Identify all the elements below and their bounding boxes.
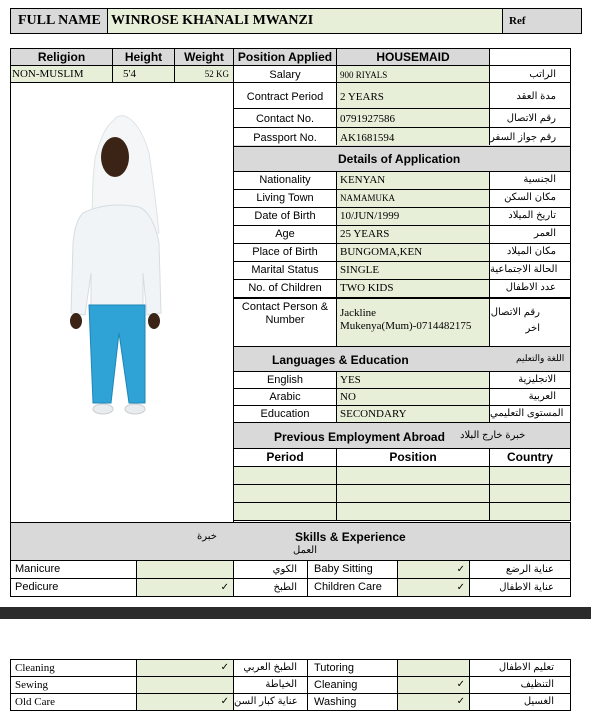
skill-check: ✓ [136, 578, 234, 597]
skill-arabic: عناية الرضع [469, 560, 571, 579]
contract-value: 2 YEARS [336, 82, 490, 109]
language-label: English [233, 371, 337, 389]
skill-label: Pedicure [10, 578, 137, 597]
skill-check: ✓ [397, 693, 470, 711]
detail-value: SINGLE [336, 261, 490, 280]
employment-col-position: Position [336, 448, 490, 467]
language-value: YES [336, 371, 490, 389]
skill-check: ✓ [397, 560, 470, 579]
skill-check [397, 659, 470, 677]
ref-cell [502, 8, 582, 34]
skills-arabic-right: العمل [293, 545, 318, 556]
skill-check: ✓ [136, 693, 234, 711]
skill-arabic: الخياطة [233, 676, 308, 694]
languages-section-header [233, 346, 571, 372]
contact-person-value-cell [336, 298, 490, 347]
detail-label: Place of Birth [233, 243, 337, 262]
skills-section-header [10, 522, 571, 561]
contact-person-value: Jackline Mukenya(Mum)-0714482175 [340, 307, 472, 332]
details-title: Details of Application [338, 152, 461, 166]
religion-value: NON-MUSLIM [10, 65, 113, 83]
contract-value: AK1681594 [336, 127, 490, 146]
detail-value: 10/JUN/1999 [336, 207, 490, 226]
contract-value: 900 RIYALS [336, 65, 490, 83]
languages-title: Languages & Education [272, 353, 409, 367]
skill-arabic: الطبخ العربي [233, 659, 308, 677]
skill-arabic: التنظيف [469, 676, 571, 694]
detail-label: No. of Children [233, 279, 337, 298]
skill-label: Tutoring [307, 659, 398, 677]
contact-person-label: Contact Person & Number [241, 301, 329, 326]
position-empty-cell [489, 48, 571, 66]
contract-label: Passport No. [233, 127, 337, 146]
employment-period-cell [233, 484, 337, 503]
employment-country-cell [489, 484, 571, 503]
skill-check [136, 560, 234, 579]
employment-title-arabic: خبرة خارج البلاد [460, 430, 526, 441]
position-header: Position Applied [233, 48, 337, 66]
detail-arabic: العمر [489, 225, 571, 244]
detail-arabic: تاريخ الميلاد [489, 207, 571, 226]
employment-position-cell [336, 484, 490, 503]
skill-label: Old Care [10, 693, 137, 711]
detail-value: TWO KIDS [336, 279, 490, 298]
detail-arabic: عدد الاطفال [489, 279, 571, 298]
page-break-bar [0, 607, 591, 619]
skill-arabic: عناية كبار السن [233, 693, 308, 711]
language-value: SECONDARY [336, 405, 490, 423]
skill-arabic: الكوي [233, 560, 308, 579]
skill-arabic: عناية الاطفال [469, 578, 571, 597]
contract-arabic: مدة العقد [489, 82, 571, 109]
employment-country-cell [489, 502, 571, 521]
language-value: NO [336, 388, 490, 406]
skill-check: ✓ [397, 676, 470, 694]
contact-person-label-cell [233, 298, 337, 347]
details-section-header [233, 146, 571, 172]
contract-arabic: رقم جواز السفر [489, 127, 571, 146]
detail-arabic: مكان الميلاد [489, 243, 571, 262]
skill-label: Cleaning [307, 676, 398, 694]
employment-period-cell [233, 466, 337, 485]
position-value: HOUSEMAID [336, 48, 490, 66]
detail-value: 25 YEARS [336, 225, 490, 244]
contract-label: Contact No. [233, 108, 337, 128]
contract-value: 0791927586 [336, 108, 490, 128]
weight-value: 52 KG [174, 65, 234, 83]
contact-person-arabic: رقم الاتصال اخر [490, 307, 540, 334]
languages-title-arabic: اللغة والتعليم [516, 353, 565, 363]
skill-label: Washing [307, 693, 398, 711]
skill-check [136, 676, 234, 694]
religion-header: Religion [10, 48, 113, 66]
height-header: Height [112, 48, 175, 66]
weight-header: Weight [174, 48, 234, 66]
employment-period-cell [233, 502, 337, 521]
full-name-label-cell [10, 8, 108, 34]
language-arabic: المستوى التعليمي [489, 405, 571, 423]
contract-label: Contract Period [233, 82, 337, 109]
employment-section-header [233, 422, 571, 449]
language-label: Arabic [233, 388, 337, 406]
detail-value: KENYAN [336, 171, 490, 190]
skill-label: Baby Sitting [307, 560, 398, 579]
employment-col-country: Country [489, 448, 571, 467]
detail-arabic: الحالة الاجتماعية [489, 261, 571, 280]
contract-arabic: الراتب [489, 65, 571, 83]
full-name-value: WINROSE KHANALI MWANZI [111, 13, 314, 28]
contract-label: Salary [233, 65, 337, 83]
detail-arabic: الجنسية [489, 171, 571, 190]
skill-label: Children Care [307, 578, 398, 597]
skill-label: Cleaning [10, 659, 137, 677]
detail-arabic: مكان السكن [489, 189, 571, 208]
skill-check: ✓ [397, 578, 470, 597]
contact-person-arabic-cell [489, 298, 571, 347]
skill-check: ✓ [136, 659, 234, 677]
skills-title: Skills & Experience [295, 530, 406, 544]
language-label: Education [233, 405, 337, 423]
detail-label: Date of Birth [233, 207, 337, 226]
skill-arabic: تعليم الاطفال [469, 659, 571, 677]
contract-arabic: رقم الاتصال [489, 108, 571, 128]
employment-position-cell [336, 466, 490, 485]
skill-arabic: الطبخ [233, 578, 308, 597]
language-arabic: الانجليزية [489, 371, 571, 389]
photo-frame [10, 82, 234, 523]
full-name-cell [107, 8, 503, 34]
skill-label: Sewing [10, 676, 137, 694]
detail-value: NAMAMUKA [336, 189, 490, 208]
detail-label: Living Town [233, 189, 337, 208]
detail-label: Marital Status [233, 261, 337, 280]
skill-label: Manicure [10, 560, 137, 579]
employment-col-period: Period [233, 448, 337, 467]
ref-label: Ref [509, 15, 526, 27]
language-arabic: العربية [489, 388, 571, 406]
candidate-photo [11, 83, 233, 522]
detail-label: Nationality [233, 171, 337, 190]
skill-arabic: الغسيل [469, 693, 571, 711]
height-value: 5'4 [112, 65, 175, 83]
full-name-label: FULL NAME [18, 13, 101, 28]
employment-country-cell [489, 466, 571, 485]
detail-value: BUNGOMA,KEN [336, 243, 490, 262]
employment-position-cell [336, 502, 490, 521]
detail-label: Age [233, 225, 337, 244]
skills-arabic-left: خبرة [197, 531, 217, 542]
employment-title: Previous Employment Abroad [274, 430, 445, 444]
